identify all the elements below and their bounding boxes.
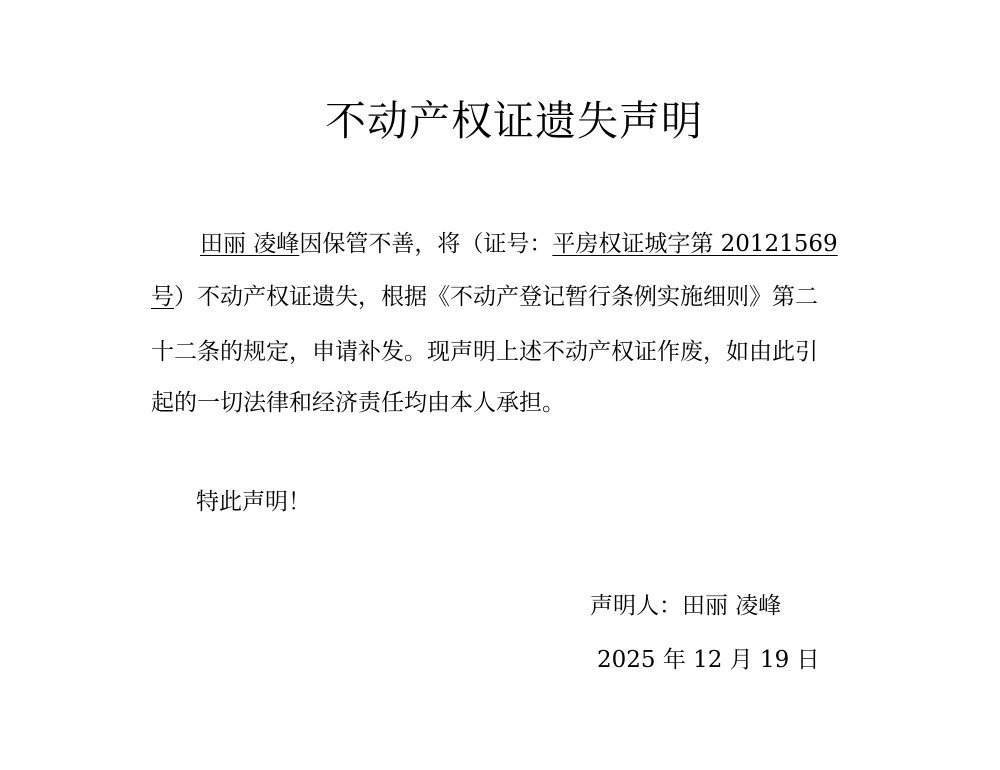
declaration-date: 2025 年 12 月 19 日 bbox=[597, 647, 820, 673]
document-title: 不动产权证遗失声明 bbox=[325, 98, 703, 144]
closing-statement: 特此声明！ bbox=[196, 489, 311, 515]
body-line-2 bbox=[151, 282, 818, 312]
owner-names: 田丽 凌峰 bbox=[200, 231, 300, 257]
body-line-1 bbox=[200, 229, 838, 259]
signer-name: 田丽 凌峰 bbox=[682, 593, 782, 619]
signer-label: 声明人： bbox=[590, 593, 682, 619]
certificate-number-suffix: 号 bbox=[151, 284, 174, 310]
body-line-4: 起的一切法律和经济责任均由本人承担。 bbox=[151, 390, 565, 416]
body-text-1: 因保管不善，将（证号： bbox=[299, 231, 553, 257]
certificate-number: 平房权证城字第 20121569 bbox=[552, 231, 838, 257]
body-text-2: ）不动产权证遗失，根据《不动产登记暂行条例实施细则》第二 bbox=[174, 284, 818, 310]
signature-line bbox=[590, 591, 781, 621]
body-line-3: 十二条的规定，申请补发。现声明上述不动产权证作废，如由此引 bbox=[151, 339, 818, 365]
